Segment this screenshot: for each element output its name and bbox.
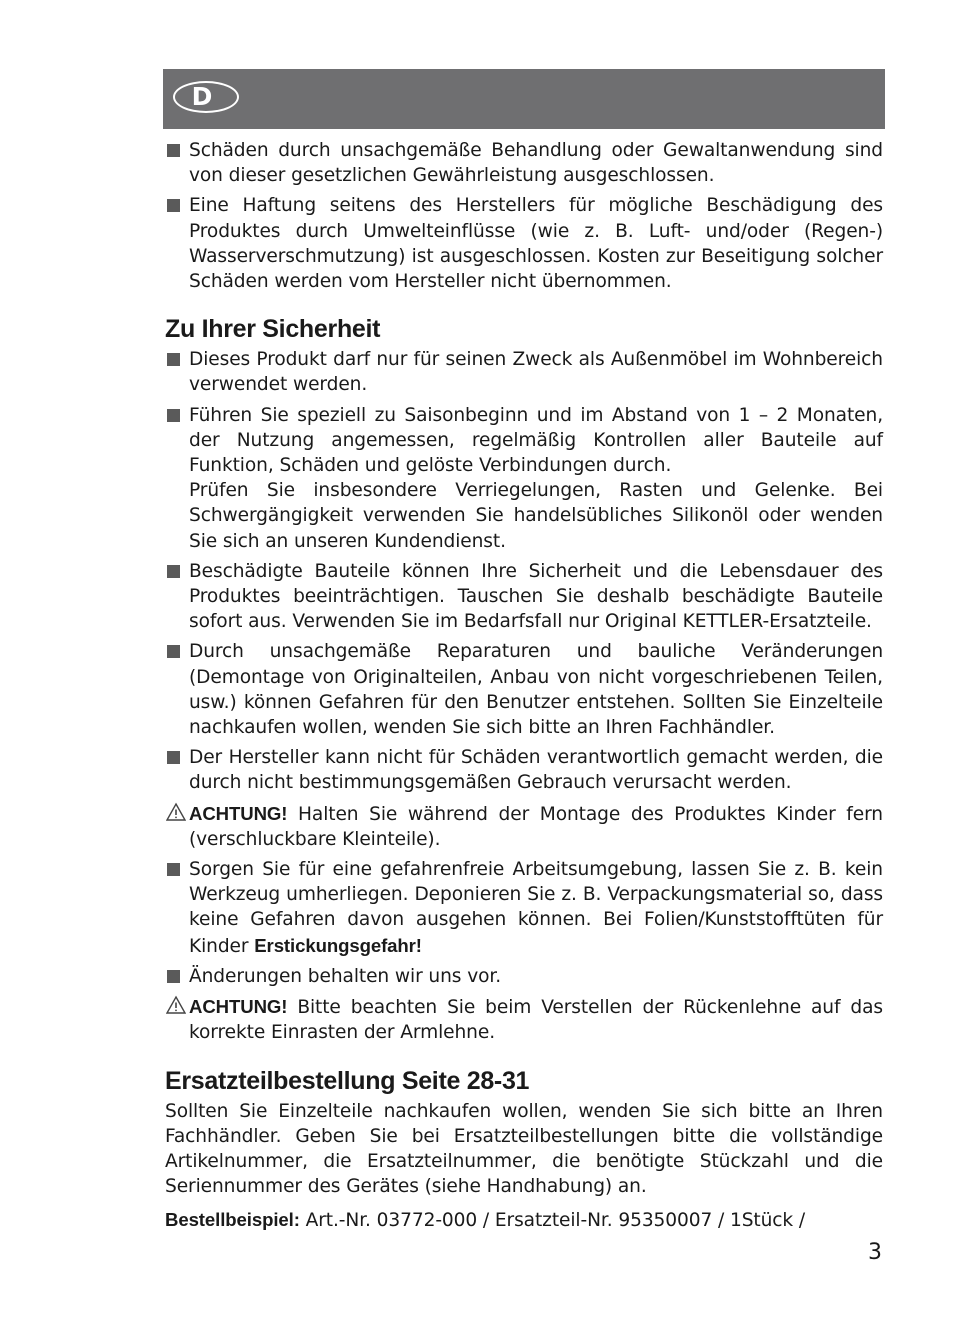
item-text — [189, 994, 883, 1045]
item-text: Beschädigte Bauteile können Ihre Sicherheit und die Lebensdauer des Produktes beeinträchtigen. Tauschen Sie deshalb beschädigte Bauteile sofort aus. Verwenden Sie im Bedarfsfall nur Original KETTLER-Ersatzteile. — [189, 560, 883, 633]
list-item — [165, 138, 883, 188]
spare-parts-paragraph: Sollten Sie Einzelteile nachkaufen wollen, wenden Sie sich bitte an Ihren Fachhändler. Geben Sie bei Ersatzteilbestellungen bitte die vollständige Artikelnummer, die Ersatzteilnummer, die benötigte Stückzahl und die Seriennummer des Gerätes (siehe Handhabung) an. — [165, 1100, 883, 1198]
language-header-bar — [163, 69, 885, 129]
list-item — [165, 745, 883, 795]
item-text: Dieses Produkt darf nur für seinen Zweck als Außenmöbel im Wohnbereich verwendet werden. — [189, 349, 883, 396]
warning-triangle-icon — [166, 802, 186, 822]
list-item — [165, 193, 883, 294]
warning-text: Bitte beachten Sie beim Verstellen der Rückenlehne auf das korrekte Einrasten der Armlehne. — [189, 997, 883, 1044]
square-bullet-icon — [167, 144, 180, 157]
order-example — [165, 1207, 883, 1233]
item-text-main: Sorgen Sie für eine gefahrenfreie Arbeitsumgebung, lassen Sie z. B. kein Werkzeug umherliegen. Deponieren Sie z. B. Verpackungsmaterial so, dass keine Gefahren davon ausgehen können. Bei Folien/Kunststofftüten für Kinder — [189, 859, 883, 957]
square-bullet-icon — [167, 751, 180, 764]
spare-parts-heading: Ersatzteilbestellung Seite 28-31 — [165, 1066, 530, 1095]
list-item — [165, 347, 883, 397]
item-text: Schäden durch unsachgemäße Behandlung oder Gewaltanwendung sind von dieser gesetzlichen Gewährleistung ausgeschlossen. — [189, 140, 883, 187]
warning-item — [165, 994, 883, 1045]
item-text-continued: Prüfen Sie insbesondere Verriegelungen, Rasten und Gelenke. Bei Schwergängigkeit verwenden Sie handelsübliches Silikonöl oder wenden Sie sich an unseren Kundendienst. — [189, 480, 883, 552]
item-text — [189, 857, 883, 959]
page-number: 3 — [868, 1240, 882, 1265]
warning-item — [165, 801, 883, 852]
item-text — [189, 801, 883, 852]
list-item — [165, 857, 883, 959]
square-bullet-icon — [167, 863, 180, 876]
warning-label: ACHTUNG! — [189, 996, 288, 1018]
order-example-text: Art.-Nr. 03772-000 / Ersatzteil-Nr. 95350007 / 1Stück / — [299, 1210, 806, 1232]
list-item — [165, 403, 883, 554]
warning-label: ACHTUNG! — [189, 802, 288, 824]
square-bullet-icon — [167, 199, 180, 212]
warning-text: Halten Sie während der Montage des Produktes Kinder fern (verschluckbare Kleinteile). — [189, 803, 883, 850]
list-item — [165, 559, 883, 635]
item-text: Durch unsachgemäße Reparaturen und bauliche Veränderungen (Demontage von Originalteilen, Anbau von nicht vorgeschriebenen Teilen, usw.) können Gefahren für den Benutzer entstehen. Sollten Sie Einzelteile nachkaufen wollen, wenden Sie sich bitte an Ihren Fachhändler. — [189, 641, 883, 739]
item-text: Der Hersteller kann nicht für Schäden verantwortlich gemacht werden, die durch nicht bestimmungsgemäßen Gebrauch verursacht werden. — [189, 747, 883, 794]
square-bullet-icon — [167, 970, 180, 983]
warning-triangle-icon — [166, 995, 186, 1015]
square-bullet-icon — [167, 565, 180, 578]
item-text: Führen Sie speziell zu Saisonbeginn und im Abstand von 1 – 2 Monaten, der Nutzung angemessen, regelmäßig Kontrollen aller Bauteile auf Funktion, Schäden und gelöste Verbindungen durch. — [189, 404, 883, 477]
item-text-emphasis: Erstickungsgefahr! — [254, 934, 422, 956]
list-item — [165, 639, 883, 740]
order-example-label: Bestellbeispiel: — [165, 1209, 300, 1231]
language-badge: D — [173, 81, 239, 113]
item-text: Eine Haftung seitens des Herstellers für mögliche Beschädigung des Produktes durch Umwelteinflüsse (wie z. B. Luft- und/oder (Regen-) Wasserverschmutzung) ist ausgeschlossen. Kosten zur Beseitigung solcher Schäden werden vom Hersteller nicht übernommen. — [189, 195, 883, 293]
page-content — [165, 138, 883, 1234]
item-text: Änderungen behalten wir uns vor. — [189, 965, 502, 987]
square-bullet-icon — [167, 409, 180, 422]
list-item — [165, 964, 883, 989]
safety-heading: Zu Ihrer Sicherheit — [165, 315, 381, 344]
square-bullet-icon — [167, 645, 180, 658]
square-bullet-icon — [167, 353, 180, 366]
